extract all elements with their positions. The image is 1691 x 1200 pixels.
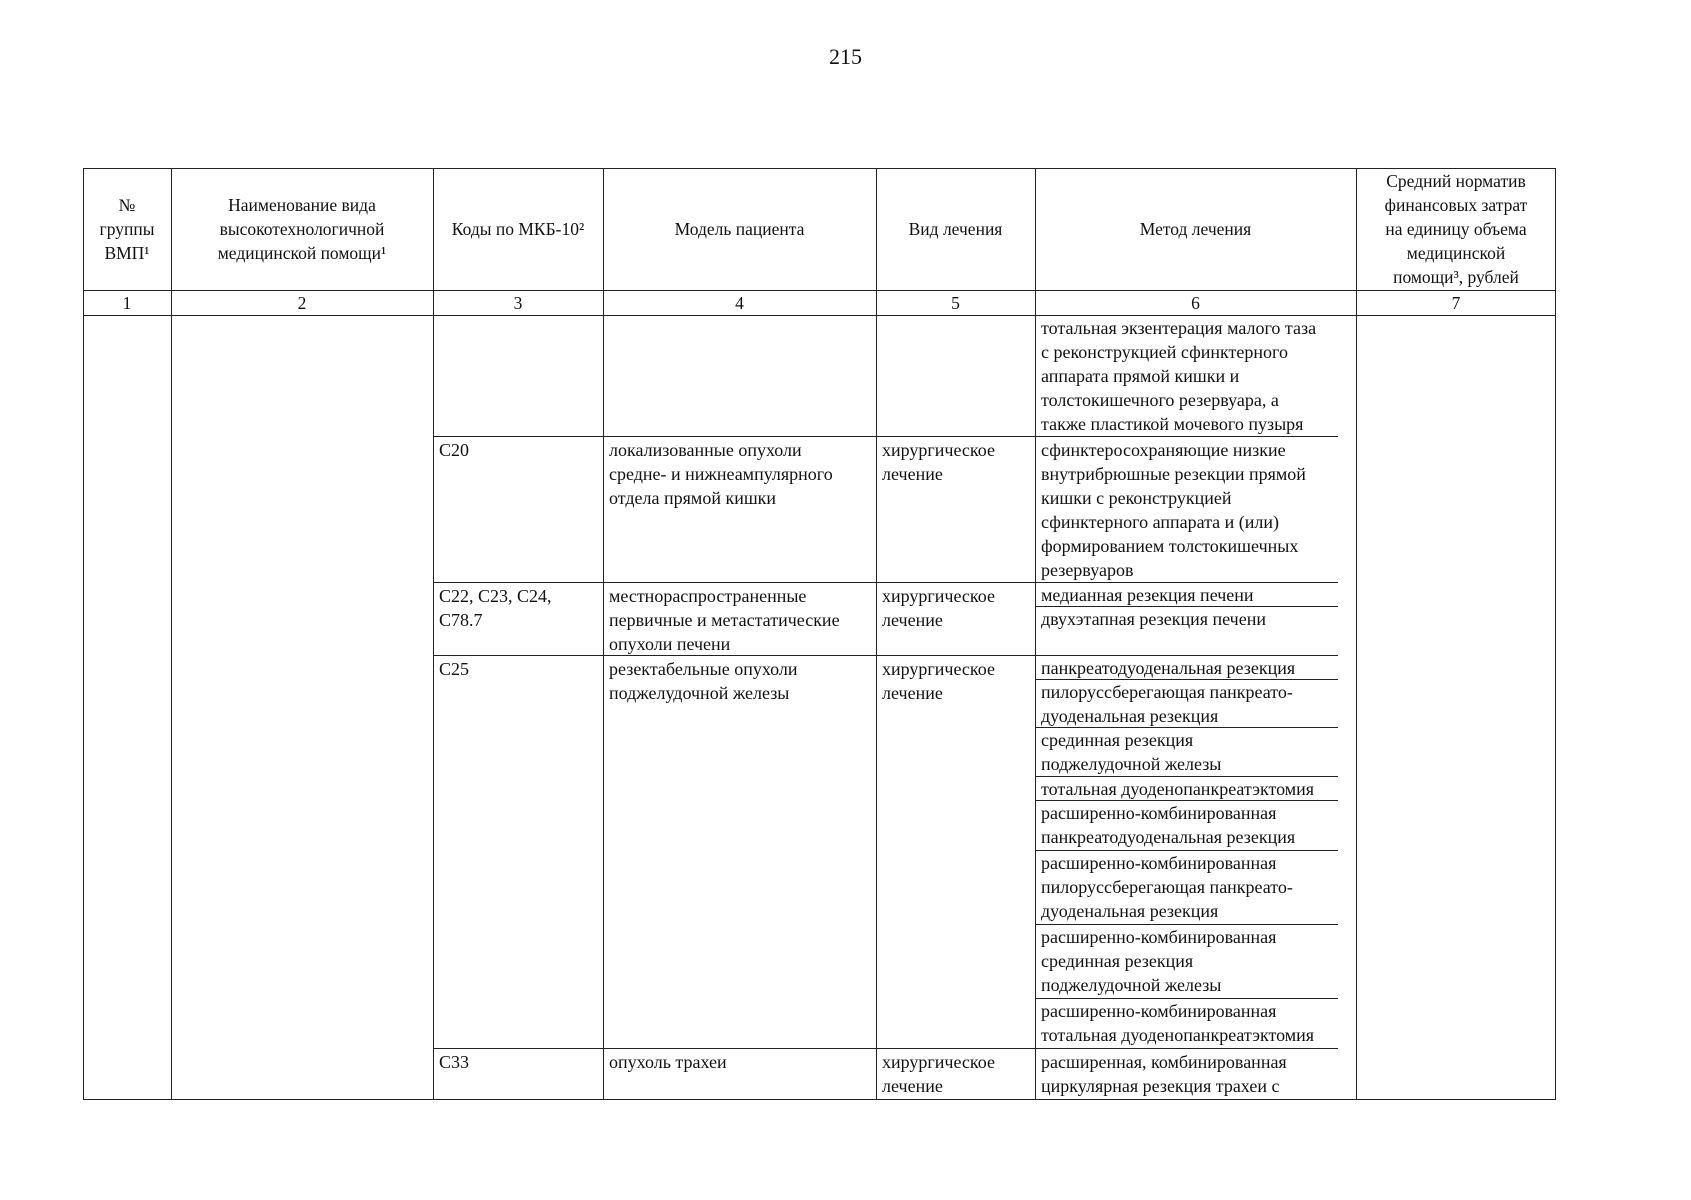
patient-model-cell: локализованные опухоли средне- и нижнеампулярного отдела прямой кишки (609, 440, 833, 508)
row-divider (433, 436, 1035, 437)
method-cell: расширенная, комбинированная циркулярная резекция трахеи с (1041, 1052, 1287, 1096)
column-number: 1 (122, 293, 132, 313)
method-cell: расширенно-комбинированная пилоруссберегающая панкреато- дуоденальная резекция (1041, 853, 1293, 921)
method-cell: срединная резекция поджелудочной железы (1041, 730, 1222, 774)
header-care-type: Наименование вида высокотехнологичной медицинской помощи¹ (217, 195, 387, 263)
method-cell: панкреатодуоденальная резекция (1041, 658, 1296, 678)
page-number: 215 (829, 44, 862, 69)
header-cost-norm: Средний норматив финансовых затрат на единицу объема медицинской помощи³, рублей (1384, 171, 1528, 287)
icd-code-cell: C22, C23, C24, C78.7 (439, 586, 552, 630)
method-cell: тотальная дуоденопанкреатэктомия (1041, 779, 1315, 799)
icd-code-cell: C33 (439, 1052, 470, 1072)
column-number: 2 (297, 293, 307, 313)
method-cell: расширенно-комбинированная тотальная дуоденопанкреатэктомия (1041, 1001, 1315, 1045)
treatment-type-cell: хирургическое лечение (882, 659, 995, 703)
method-divider (1035, 436, 1338, 437)
header-treatment-type: Вид лечения (908, 219, 1003, 239)
method-divider (1035, 1048, 1338, 1049)
header-group-number: № группы ВМП¹ (99, 195, 155, 263)
method-cell: расширенно-комбинированная панкреатодуоденальная резекция (1041, 803, 1296, 847)
row-divider (433, 582, 1035, 583)
column-number: 5 (951, 293, 960, 313)
column-number: 4 (735, 293, 744, 313)
column-number: 3 (513, 293, 523, 313)
method-cell: тотальная экзентерация малого таза с реконструкцией сфинктерного аппарата прямой кишки и толстокишечного резервуара, а также пластикой мочевого пузыря (1041, 318, 1317, 434)
header-patient-model: Модель пациента (674, 219, 805, 239)
row-divider (433, 1048, 1035, 1049)
treatment-type-cell: хирургическое лечение (882, 586, 995, 630)
header-icd-codes: Коды по МКБ-10² (451, 219, 585, 239)
method-cell: двухэтапная резекция печени (1041, 609, 1266, 629)
treatment-type-cell: хирургическое лечение (882, 1052, 995, 1096)
method-cell: сфинктеросохраняющие низкие внутрибрюшные резекции прямой кишки с реконструкцией сфинктерного аппарата и (или) формированием толстокишечных резервуаров (1041, 440, 1306, 580)
header-treatment-method: Метод лечения (1139, 219, 1252, 239)
method-cell: расширенно-комбинированная срединная резекция поджелудочной железы (1041, 927, 1277, 995)
method-cell: пилоруссберегающая панкреато- дуоденальная резекция (1041, 682, 1293, 726)
patient-model-cell: местнораспространенные первичные и метастатические опухоли печени (609, 586, 840, 654)
treatment-type-cell: хирургическое лечение (882, 440, 995, 484)
icd-code-cell: C25 (439, 659, 470, 679)
column-number: 6 (1191, 293, 1200, 313)
patient-model-cell: резектабельные опухоли поджелудочной железы (609, 659, 798, 703)
header-divider (83, 290, 1556, 291)
icd-code-cell: C20 (439, 440, 470, 460)
method-cell: медианная резекция печени (1041, 585, 1254, 605)
column-number: 7 (1451, 293, 1461, 313)
patient-model-cell: опухоль трахеи (609, 1052, 727, 1072)
treatment-table (83, 168, 1556, 1100)
